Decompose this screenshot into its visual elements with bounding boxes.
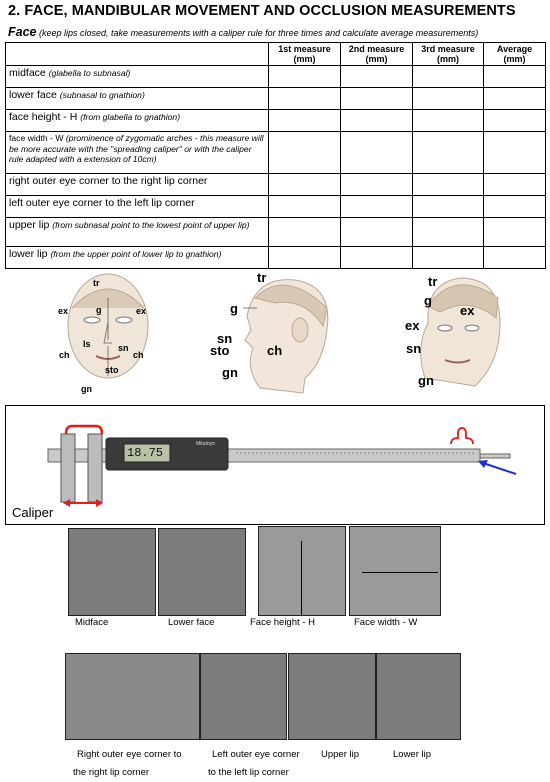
photo-caption: Right outer eye corner to the right lip corner [73,749,182,778]
measure-cell[interactable] [341,196,413,218]
measure-cell[interactable] [413,174,484,196]
measure-cell[interactable] [341,174,413,196]
average-cell[interactable] [484,218,546,247]
measure-cell[interactable] [269,196,341,218]
photo-caption: Lower face [168,617,215,628]
landmark-label: sn [217,331,233,346]
caliper-figure [5,405,545,525]
photo-face-width [349,526,441,616]
table-row [6,247,546,269]
measure-cell[interactable] [341,110,413,132]
measure-cell[interactable] [413,132,484,174]
measure-cell[interactable] [269,218,341,247]
average-cell[interactable] [484,110,546,132]
average-cell[interactable] [484,196,546,218]
row-label: face width - W (prominence of zygomatic arches - this measure will be more accurate with the "spreading caliper" or with the caliper rule adapted with a extension of 10cm) [6,132,269,174]
table-header-blank [6,43,269,66]
caliper-label: Caliper [12,505,54,520]
measure-cell[interactable] [269,247,341,269]
measure-line [301,541,302,615]
front-face-drawing [48,268,168,398]
landmark-label: gn [222,365,238,380]
landmark-label: gn [418,373,434,388]
measure-cell[interactable] [413,247,484,269]
measure-cell[interactable] [269,88,341,110]
landmark-label: gn [81,384,92,394]
table-header-cell: 1st measure (mm) [269,43,341,66]
measure-cell[interactable] [341,88,413,110]
photo-lower-face [158,528,246,616]
row-label: upper lip (from subnasal point to the lowest point of upper lip) [6,218,269,247]
row-label: midface (glabella to subnasal) [6,66,269,88]
caliper-drawing [6,406,543,523]
photo-left-eye-lip [200,653,287,740]
measure-cell[interactable] [413,110,484,132]
landmark-label: g [230,301,238,316]
table-row [6,110,546,132]
photo-face-height [258,526,346,616]
subtitle-note: (keep lips closed, take measurements with a caliper rule for three times and calculate average measurements) [39,28,479,38]
measure-cell[interactable] [269,132,341,174]
measure-cell[interactable] [269,174,341,196]
measure-cell[interactable] [341,66,413,88]
photo-lower-lip [376,653,461,740]
table-header-cell: Average (mm) [484,43,546,66]
landmark-label: ch [133,350,144,360]
table-row [6,66,546,88]
measure-cell[interactable] [413,66,484,88]
row-label: lower lip (from the upper point of lower lip to gnathion) [6,247,269,269]
average-cell[interactable] [484,132,546,174]
landmark-label: ex [460,303,475,318]
landmark-label: tr [428,274,438,289]
landmark-label: g [424,293,432,308]
page-title: 2. FACE, MANDIBULAR MOVEMENT AND OCCLUSION MEASUREMENTS [8,3,516,19]
oblique-face-illustration [400,268,510,398]
photo-caption: Face height - H [250,617,315,628]
table-row [6,88,546,110]
table-row [6,132,546,174]
table-row [6,218,546,247]
average-cell[interactable] [484,174,546,196]
landmark-label: ex [136,306,147,316]
photo-caption: Midface [75,617,109,628]
measure-cell[interactable] [341,218,413,247]
photo-upper-lip [288,653,376,740]
subtitle-label: Face [8,25,37,39]
measurement-table [5,42,546,269]
measure-cell[interactable] [413,88,484,110]
section-subtitle [8,25,478,39]
measure-line [362,572,438,573]
landmark-label: sto [105,365,119,375]
measure-cell[interactable] [269,110,341,132]
landmark-label: g [96,305,102,315]
caliper-brand: Mitutoyo [196,441,215,447]
row-label: face height - H (from glabella to gnathion) [6,110,269,132]
landmark-label: sn [406,341,422,356]
photo-right-eye-lip [65,653,200,740]
measure-cell[interactable] [341,132,413,174]
measure-cell[interactable] [413,218,484,247]
measure-cell[interactable] [269,66,341,88]
measure-cell[interactable] [413,196,484,218]
photo-caption: Upper lip [321,749,360,760]
landmark-label: sto [210,343,230,358]
photo-caption: Face width - W [354,617,418,628]
landmark-label: ex [405,318,420,333]
average-cell[interactable] [484,247,546,269]
landmark-label: ch [59,350,70,360]
landmark-label: tr [257,270,267,285]
table-header-cell: 3rd measure (mm) [413,43,484,66]
table-row [6,196,546,218]
table-header-row [6,43,546,66]
row-label: lower face (subnasal to gnathion) [6,88,269,110]
landmark-label: ls [83,339,91,349]
profile-face-illustration [205,268,340,398]
row-label: left outer eye corner to the left lip corner [6,196,269,218]
front-face-illustration [48,268,168,398]
photo-caption: Lower lip [393,749,432,760]
caliper-display: 18.75 [127,446,164,460]
landmark-label: ex [58,306,69,316]
measure-cell[interactable] [341,247,413,269]
landmark-label: sn [118,343,129,353]
average-cell[interactable] [484,88,546,110]
photo-midface [68,528,156,616]
table-row [6,174,546,196]
oblique-face-drawing [400,268,510,398]
average-cell[interactable] [484,66,546,88]
table-header-cell: 2nd measure (mm) [341,43,413,66]
row-label: right outer eye corner to the right lip corner [6,174,269,196]
photo-caption: Left outer eye corner to the left lip corner [208,749,300,778]
landmark-label: ch [267,343,283,358]
landmark-label: tr [93,278,100,288]
